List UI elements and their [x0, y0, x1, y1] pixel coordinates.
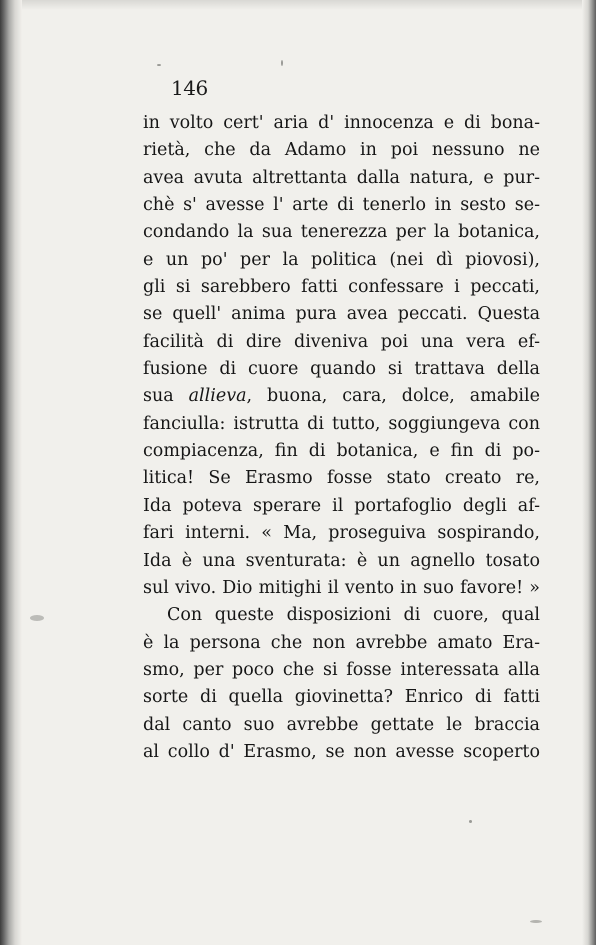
text-line: fari interni. « Ma, proseguiva sospirando,: [143, 523, 540, 544]
text-line: sul vivo. Dio mitighi il vento in suo favore! »: [143, 577, 540, 598]
body-text: [143, 110, 540, 766]
text-line: Ida poteva sperare il portafoglio degli af-: [143, 495, 540, 516]
text-line: gli si sarebbero fatti confessare i peccati,: [143, 277, 540, 298]
text-line: rietà, che da Adamo in poi nessuno ne: [143, 140, 540, 161]
text-line: chè s' avesse l' arte di tenerlo in sesto se-: [143, 195, 540, 216]
paper-speck: [157, 64, 161, 66]
binding-shadow: [0, 0, 22, 945]
text-line: è la persona che non avrebbe amato Era-: [143, 632, 540, 653]
text-line: se quell' anima pura avea peccati. Questa: [143, 304, 540, 325]
text-line: al collo d' Erasmo, se non avesse scoperto: [143, 741, 540, 762]
text-line: [143, 383, 540, 410]
text-line: fusione di cuore quando si trattava della: [143, 359, 540, 380]
text-line: fanciulla: istrutta di tutto, soggiungeva con: [143, 413, 540, 434]
paper-speck: [30, 615, 44, 621]
page-edge-shadow: [582, 0, 596, 945]
text-segment: , buona, cara, dolce, amabile: [246, 386, 540, 407]
text-line: facilità di dire diveniva poi una vera ef-: [143, 331, 540, 352]
text-line: litica! Se Erasmo fosse stato creato re,: [143, 468, 540, 489]
text-line: Ida è una sventurata: è un agnello tosato: [143, 550, 540, 571]
italic-word: allieva: [188, 386, 247, 407]
paper-speck: [469, 820, 472, 823]
paper-speck: [281, 60, 283, 66]
text-line: avea avuta altrettanta dalla natura, e pur-: [143, 167, 540, 188]
text-line: smo, per poco che si fosse interessata alla: [143, 659, 540, 680]
page-number: 146: [171, 76, 208, 100]
text-line: compiacenza, fin di botanica, e fin di po-: [143, 441, 540, 462]
text-line: dal canto suo avrebbe gettate le braccia: [143, 714, 540, 735]
page-top-shadow: [0, 0, 596, 10]
text-line: e un po' per la politica (nei dì piovosi),: [143, 249, 540, 270]
text-segment: sua: [143, 386, 189, 407]
text-line: Con queste disposizioni di cuore, qual: [167, 605, 540, 626]
text-line: condando la sua tenerezza per la botanica,: [143, 222, 540, 243]
paper-speck: [530, 920, 542, 923]
text-line: in volto cert' aria d' innocenza e di bona-: [143, 113, 540, 133]
text-line: sorte di quella giovinetta? Enrico di fatti: [143, 687, 540, 708]
